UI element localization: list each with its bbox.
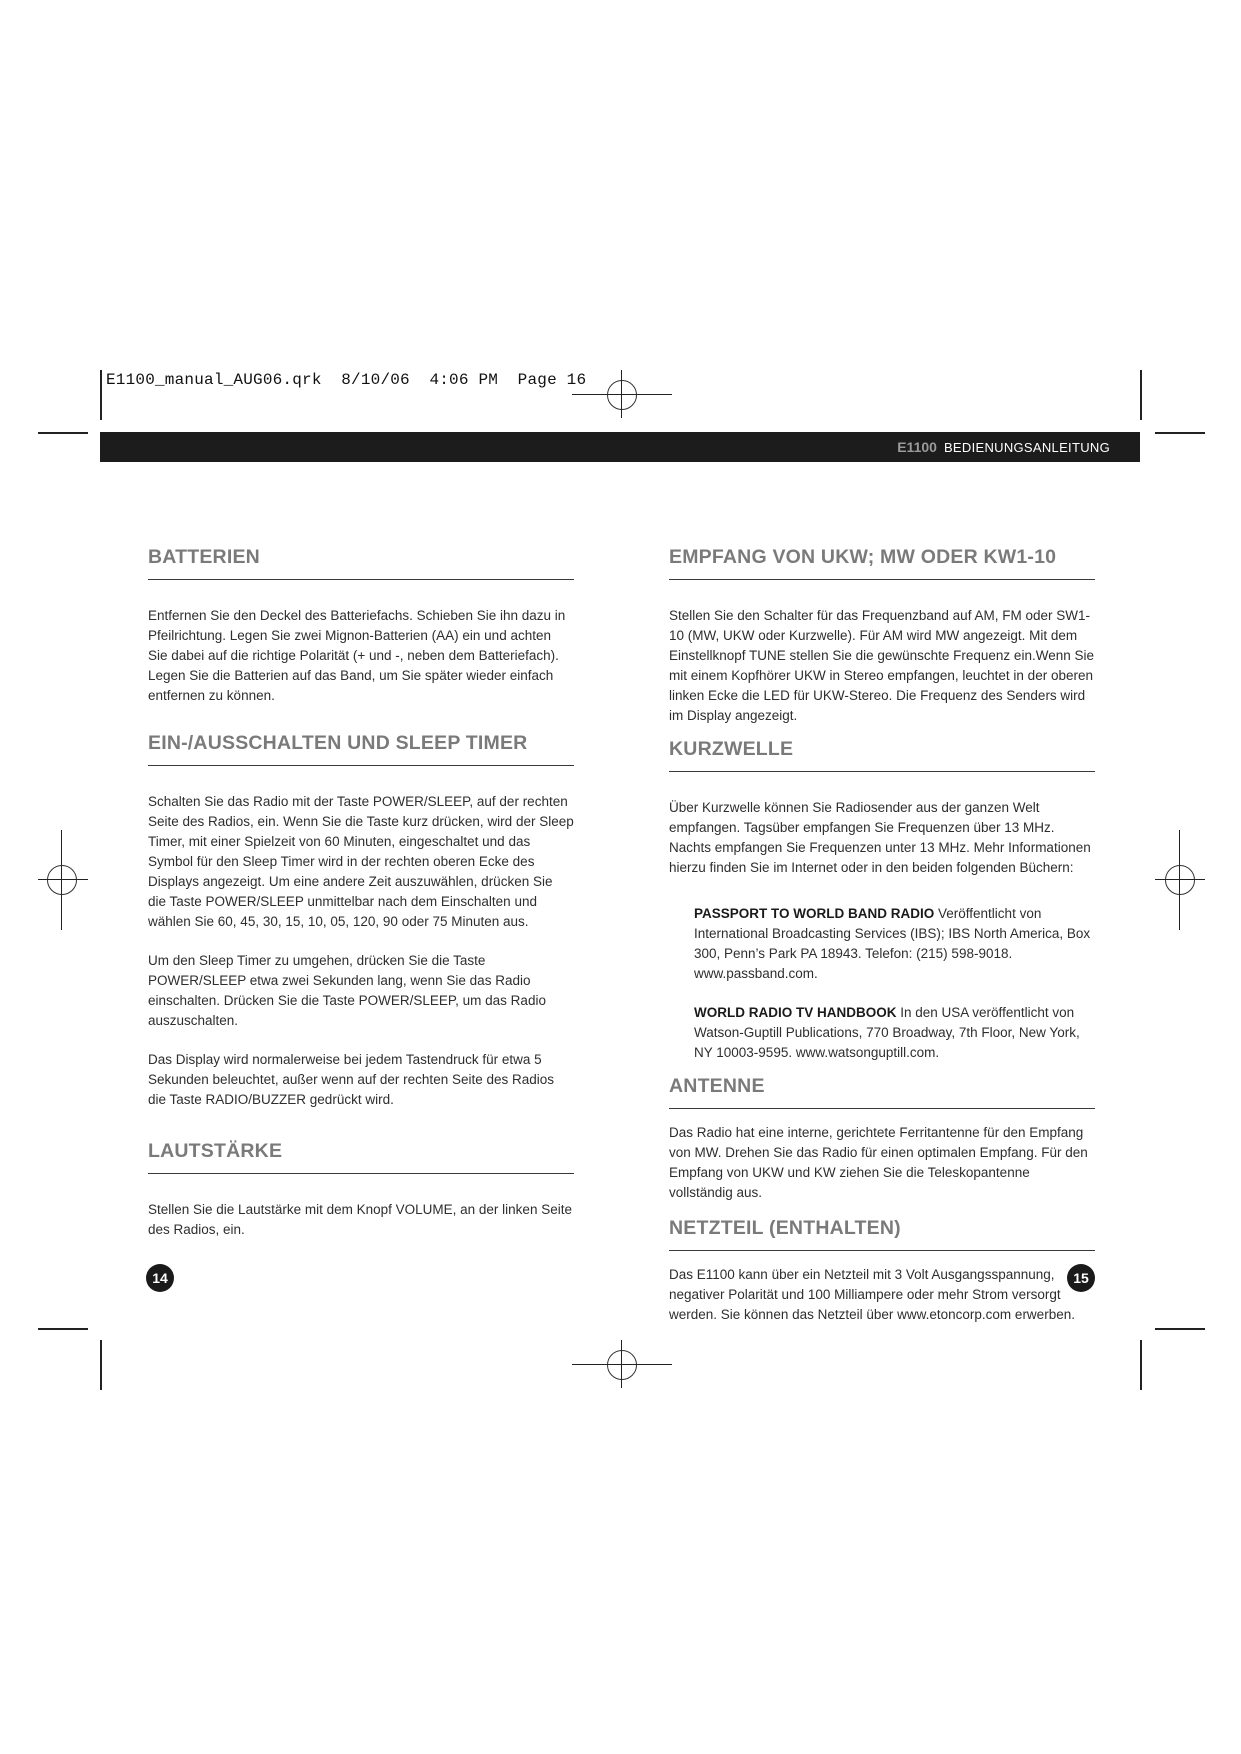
crop-mark — [38, 432, 88, 434]
header-bar — [100, 432, 1140, 462]
heading-batterien: BATTERIEN — [148, 546, 574, 580]
book-entry: PASSPORT TO WORLD BAND RADIO Veröffentlicht von International Broadcasting Services (IBS); IBS North America, Box 300, Penn’s Park PA 18943. Telefon: (215) 598-9018. www.passband.com. — [694, 906, 1091, 981]
paragraph: Stellen Sie die Lautstärke mit dem Knopf VOLUME, an der linken Seite des Radios, ein. — [148, 1202, 572, 1237]
heading-netzteil: NETZTEIL (ENTHALTEN) — [669, 1217, 1095, 1251]
heading-antenne: ANTENNE — [669, 1075, 1095, 1109]
heading-kurzwelle: KURZWELLE — [669, 738, 1095, 772]
crop-mark — [1140, 1340, 1142, 1390]
header-model: E1100 — [897, 439, 937, 455]
page-number-right: 15 — [1067, 1264, 1095, 1292]
book-title: WORLD RADIO TV HANDBOOK — [694, 1005, 897, 1020]
paragraph: Entfernen Sie den Deckel des Batteriefachs. Schieben Sie ihn dazu in Pfeilrichtung. Legen Sie zwei Mignon-Batterien (AA) ein und achten Sie dabei auf die richtige Polarität (+ und -, neben dem Batteriefach). Legen Sie die Batterien auf das Band, um Sie später wieder einfach entfernen zu können. — [148, 608, 566, 703]
crop-mark — [100, 1340, 102, 1390]
crop-mark — [100, 370, 102, 420]
crop-mark — [1155, 432, 1205, 434]
crop-mark — [38, 1328, 88, 1330]
header-label: BEDIENUNGSANLEITUNG — [943, 439, 1110, 455]
left-column — [148, 546, 574, 1240]
paragraph: Um den Sleep Timer zu umgehen, drücken Sie die Taste POWER/SLEEP etwa zwei Sekunden lang, wenn Sie das Radio einschalten. Drücken Sie die Taste POWER/SLEEP, um das Radio auszuschalten. — [148, 953, 546, 1028]
print-slug: E1100_manual_AUG06.qrk 8/10/06 4:06 PM Page 16 — [106, 371, 587, 389]
heading-lautstaerke: LAUTSTÄRKE — [148, 1140, 574, 1174]
paragraph: Schalten Sie das Radio mit der Taste POWER/SLEEP, auf der rechten Seite des Radios, ein. Wenn Sie die Taste kurz drücken, wird der Sleep Timer, mit einer Spielzeit von 60 Minuten, eingeschaltet und das Symbol für den Sleep Timer wird in der rechten oberen Ecke des Displays angezeigt. Um eine andere Zeit auszuwählen, drücken Sie die Taste POWER/SLEEP unmittelbar nach dem Einschalten und wählen Sie 60, 45, 30, 15, 10, 05, 120, 90 oder 75 Minuten aus. — [148, 794, 574, 929]
book-title: PASSPORT TO WORLD BAND RADIO — [694, 906, 935, 921]
page-number-left: 14 — [146, 1264, 174, 1292]
paragraph: Das E1100 kann über ein Netzteil mit 3 Volt Ausgangsspannung, negativer Polarität und 100 Milliampere oder mehr Strom versorgt werden. Sie können das Netzteil über www.etoncorp.com erwerben. — [669, 1267, 1075, 1322]
paragraph: Das Display wird normalerweise bei jedem Tastendruck für etwa 5 Sekunden beleuchtet, außer wenn auf der rechten Seite des Radios die Taste RADIO/BUZZER gedrückt wird. — [148, 1052, 555, 1107]
heading-ein-ausschalten: EIN-/AUSSCHALTEN UND SLEEP TIMER — [148, 732, 574, 766]
crop-mark — [1140, 370, 1142, 420]
book-entry: WORLD RADIO TV HANDBOOK In den USA veröffentlicht von Watson-Guptill Publications, 770 Broadway, 7th Floor, New York, NY 10003-9595. www.watsonguptill.com. — [694, 1005, 1080, 1060]
right-column — [669, 546, 1095, 1325]
paragraph: Stellen Sie den Schalter für das Frequenzband auf AM, FM oder SW1-10 (MW, UKW oder Kurzwelle). Für AM wird MW angezeigt. Mit dem Einstellknopf TUNE stellen Sie die gewünschte Frequenz ein.Wenn Sie mit einem Kopfhörer UKW in Stereo empfangen, leuchtet in der oberen linken Ecke die LED für UKW-Stereo. Die Frequenz des Senders wird im Display angezeigt. — [669, 608, 1094, 723]
paragraph: Das Radio hat eine interne, gerichtete Ferritantenne für den Empfang von MW. Drehen Sie das Radio für einen optimalen Empfang. Für den Empfang von UKW und KW ziehen Sie die Teleskopantenne vollständig aus. — [669, 1125, 1088, 1200]
crop-mark — [1155, 1328, 1205, 1330]
heading-empfang: EMPFANG VON UKW; MW ODER KW1-10 — [669, 546, 1095, 580]
paragraph: Über Kurzwelle können Sie Radiosender aus der ganzen Welt empfangen. Tagsüber empfangen Sie Frequenzen über 13 MHz. Nachts empfangen Sie Frequenzen unter 13 MHz. Mehr Informationen hierzu finden Sie im Internet oder in den beiden folgenden Büchern: — [669, 800, 1091, 875]
